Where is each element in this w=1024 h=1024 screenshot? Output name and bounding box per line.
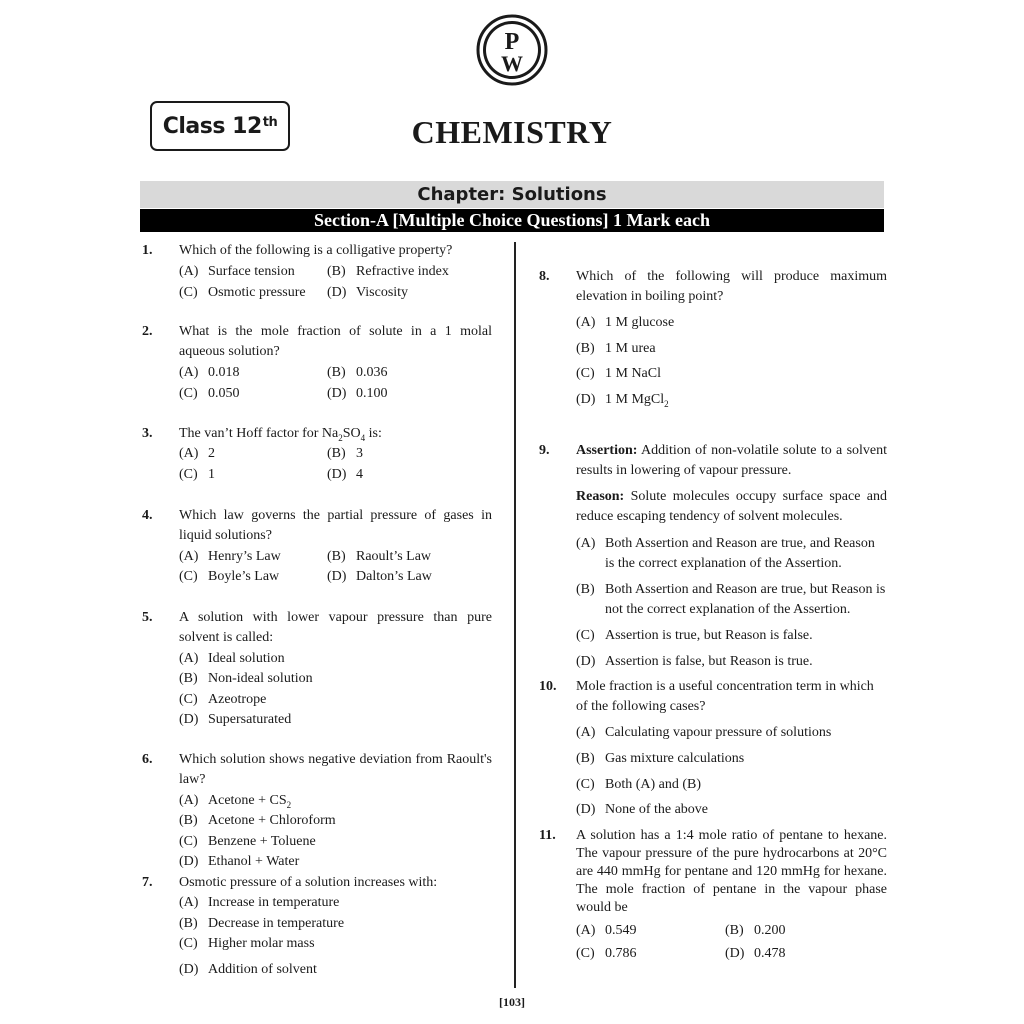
option-c[interactable] [576, 775, 701, 795]
option-text: Calculating vapour pressure of solutions [605, 725, 832, 740]
option-text: 0.478 [754, 946, 786, 961]
chapter-title: Chapter: Solutions [140, 181, 884, 208]
option-label: (B) [179, 671, 198, 686]
option-text: Assertion is true, but Reason is false. [605, 628, 813, 643]
question-number: 3. [142, 426, 153, 441]
option-text: Osmotic pressure [208, 285, 306, 300]
question-9 [539, 441, 889, 673]
option-b[interactable] [576, 339, 656, 359]
option-text: Ideal solution [208, 651, 285, 666]
question-number: 5. [142, 610, 153, 625]
option-label: (C) [179, 692, 198, 707]
option-b[interactable] [179, 914, 344, 934]
question-11 [539, 827, 889, 967]
subscript: 2 [664, 398, 669, 409]
question-number: 4. [142, 508, 153, 523]
option-label: (C) [179, 285, 198, 300]
page-number: [103] [499, 995, 525, 1009]
option-text: 0.018 [208, 365, 240, 380]
option-label: (B) [327, 264, 346, 279]
option-text: Refractive index [356, 264, 449, 279]
option-b[interactable] [179, 811, 336, 831]
option-text: Boyle’s Law [208, 569, 280, 584]
option-text: Supersaturated [208, 712, 292, 727]
class-sup: th [262, 114, 278, 130]
question-4 [142, 506, 492, 590]
option-label: (C) [179, 936, 198, 951]
option-label: (C) [179, 569, 198, 584]
option-label: (B) [179, 813, 198, 828]
question-number: 1. [142, 243, 153, 258]
option-d[interactable] [327, 567, 432, 587]
subscript: 4 [360, 432, 366, 443]
option-label: (A) [179, 793, 199, 808]
question-5 [142, 608, 492, 732]
question-number: 11. [539, 828, 556, 843]
option-label: (C) [179, 467, 198, 482]
option-label: (C) [576, 777, 595, 792]
option-text: 3 [356, 446, 363, 461]
option-label: (B) [725, 923, 744, 938]
option-label: (A) [179, 549, 199, 564]
option-label: (C) [576, 628, 595, 643]
option-label: (C) [179, 386, 198, 401]
question-3 [142, 424, 492, 488]
option-c[interactable] [576, 364, 661, 384]
option-text: Both Assertion and Reason are true, and Reason is the correct explanation of the Assertion. [605, 536, 875, 571]
option-label: (B) [576, 582, 595, 597]
option-label: (B) [576, 341, 595, 356]
option-a[interactable] [576, 313, 674, 333]
option-text: Acetone + Chloroform [208, 813, 336, 828]
option-text: 0.200 [754, 923, 786, 938]
question-number: 6. [142, 752, 153, 767]
option-c[interactable] [179, 384, 240, 404]
option-text: 2 [208, 446, 215, 461]
option-d[interactable] [179, 960, 317, 980]
question-number: 10. [539, 679, 557, 694]
option-a[interactable] [179, 262, 295, 282]
option-label: (D) [327, 467, 347, 482]
option-label: (B) [576, 751, 595, 766]
question-text: Which of the following will produce maximum elevation in boiling point? [576, 269, 887, 304]
question-number: 2. [142, 324, 153, 339]
option-text: 0.549 [605, 923, 637, 938]
logo-letter-p: P [504, 29, 520, 55]
option-text: 1 M glucose [605, 315, 675, 330]
option-label: (D) [725, 946, 745, 961]
option-text: 4 [356, 467, 363, 482]
question-7 [142, 873, 492, 981]
option-d[interactable] [327, 384, 388, 404]
option-b[interactable] [327, 262, 449, 282]
option-text: 1 [208, 467, 215, 482]
option-label: (A) [179, 651, 199, 666]
option-label: (A) [576, 923, 596, 938]
option-label: (C) [576, 946, 595, 961]
option-b[interactable] [327, 547, 431, 567]
subscript: 2 [338, 432, 343, 443]
option-label: (A) [179, 264, 199, 279]
class-label: Class 12 [162, 113, 262, 139]
option-text: Viscosity [356, 285, 409, 300]
option-c[interactable] [179, 567, 279, 587]
option-c[interactable] [576, 944, 637, 964]
option-text: Benzene + Toluene [208, 834, 316, 849]
question-text: Which law governs the partial pressure of gases in liquid solutions? [179, 508, 492, 543]
option-label: (A) [179, 446, 199, 461]
logo-letter-w: W [501, 51, 523, 76]
option-label: (A) [576, 536, 596, 551]
option-text: Henry’s Law [208, 549, 281, 564]
section-title: Section-A [Multiple Choice Questions] 1 Mark each [140, 209, 884, 232]
option-text: Azeotrope [208, 692, 267, 707]
option-label: (A) [576, 315, 596, 330]
question-10 [539, 677, 889, 822]
question-text: Which solution shows negative deviation from Raoult's law? [179, 752, 492, 787]
option-d[interactable] [179, 852, 299, 872]
option-label: (B) [327, 446, 346, 461]
option-text: Addition of solvent [208, 962, 317, 977]
option-label: (D) [327, 569, 347, 584]
question-number: 9. [539, 443, 550, 458]
option-text: Gas mixture calculations [605, 751, 745, 766]
option-d[interactable] [327, 283, 408, 303]
option-text: Decrease in temperature [208, 916, 345, 931]
subject-title: CHEMISTRY [411, 114, 613, 150]
option-label: (B) [179, 916, 198, 931]
question-text: What is the mole fraction of solute in a 1 molal aqueous solution? [179, 324, 492, 359]
option-text: Surface tension [208, 264, 295, 279]
option-text: Increase in temperature [208, 895, 340, 910]
question-text: Which of the following is a colligative property? [179, 243, 453, 258]
option-a[interactable] [576, 921, 637, 941]
option-c[interactable] [179, 832, 316, 852]
option-text: Dalton’s Law [356, 569, 432, 584]
option-label: (D) [576, 802, 596, 817]
option-text: 0.100 [356, 386, 388, 401]
option-b[interactable] [576, 749, 744, 769]
subscript: 2 [286, 799, 292, 810]
option-label: (A) [179, 365, 199, 380]
option-text: Ethanol + Water [208, 854, 300, 869]
option-label: (D) [576, 654, 596, 669]
option-a[interactable] [179, 893, 339, 913]
assertion-label: Assertion: [576, 443, 638, 458]
question-text-part: SO [342, 426, 361, 441]
option-c[interactable] [179, 283, 306, 303]
option-text: 0.786 [605, 946, 637, 961]
option-a[interactable] [179, 363, 240, 383]
reason-label: Reason: [576, 489, 625, 504]
option-label: (D) [327, 285, 347, 300]
option-label: (B) [327, 365, 346, 380]
option-text: 1 M MgCl [605, 392, 665, 407]
option-d[interactable] [576, 800, 708, 820]
option-text: 0.050 [208, 386, 240, 401]
option-label: (C) [576, 366, 595, 381]
option-text: Both Assertion and Reason are true, but Reason is not the correct explanation of the Assertion. [605, 582, 886, 617]
option-c[interactable] [179, 465, 215, 485]
assertion-body: Addition of non-volatile solute to a solvent results in lowering of vapour pressure. [576, 443, 888, 478]
option-label: (D) [576, 392, 596, 407]
question-text-part: The van’t Hoff factor for Na [179, 426, 339, 441]
option-label: (B) [327, 549, 346, 564]
option-d[interactable] [576, 652, 813, 672]
option-b[interactable] [327, 363, 388, 383]
option-text: 1 M urea [605, 341, 656, 356]
option-text: Non-ideal solution [208, 671, 313, 686]
question-8 [539, 267, 889, 412]
option-text: 1 M NaCl [605, 366, 661, 381]
option-text: None of the above [605, 802, 709, 817]
question-2 [142, 322, 492, 406]
question-text: Mole fraction is a useful concentration term in which of the following cases? [576, 679, 874, 714]
option-b[interactable] [179, 669, 313, 689]
option-label: (D) [179, 712, 199, 727]
option-text: Acetone + CS [208, 793, 287, 808]
option-c[interactable] [576, 626, 813, 646]
option-text: Higher molar mass [208, 936, 315, 951]
question-text: Osmotic pressure of a solution increases with: [179, 875, 438, 890]
question-text-part: is: [365, 426, 382, 441]
pw-logo [476, 14, 548, 86]
option-text: Both (A) and (B) [605, 777, 702, 792]
option-d[interactable] [725, 944, 786, 964]
option-a[interactable] [179, 444, 215, 464]
option-d[interactable] [327, 465, 363, 485]
option-label: (D) [327, 386, 347, 401]
option-c[interactable] [179, 934, 315, 954]
option-a[interactable] [576, 723, 831, 743]
option-text: Assertion is false, but Reason is true. [605, 654, 813, 669]
option-a[interactable] [179, 547, 281, 567]
option-label: (C) [179, 834, 198, 849]
option-label: (D) [179, 962, 199, 977]
question-text: A solution has a 1:4 mole ratio of pentane to hexane. The vapour pressure of the pure hydrocarbons at 20°C are 440 mmHg for pentane and 120 mmHg for hexane. The mole fraction of pentane in the vapour phase would be [576, 828, 887, 915]
reason-text [576, 487, 887, 527]
option-c[interactable] [179, 690, 266, 710]
option-label: (D) [179, 854, 199, 869]
option-b[interactable] [725, 921, 786, 941]
reason-body: Solute molecules occupy surface space and reduce escaping tendency of solvent molecules. [576, 489, 888, 524]
option-a[interactable] [179, 649, 285, 669]
option-text: Raoult’s Law [356, 549, 432, 564]
option-d[interactable] [576, 390, 669, 414]
option-label: (A) [576, 725, 596, 740]
column-divider [514, 242, 516, 988]
class-badge [150, 101, 290, 151]
question-1 [142, 241, 492, 311]
option-b[interactable] [327, 444, 363, 464]
option-text: 0.036 [356, 365, 388, 380]
option-label: (A) [179, 895, 199, 910]
option-d[interactable] [179, 710, 291, 730]
question-6 [142, 750, 492, 874]
question-text: A solution with lower vapour pressure than pure solvent is called: [179, 610, 492, 645]
question-number: 7. [142, 875, 153, 890]
assertion-text [576, 441, 887, 481]
question-number: 8. [539, 269, 550, 284]
